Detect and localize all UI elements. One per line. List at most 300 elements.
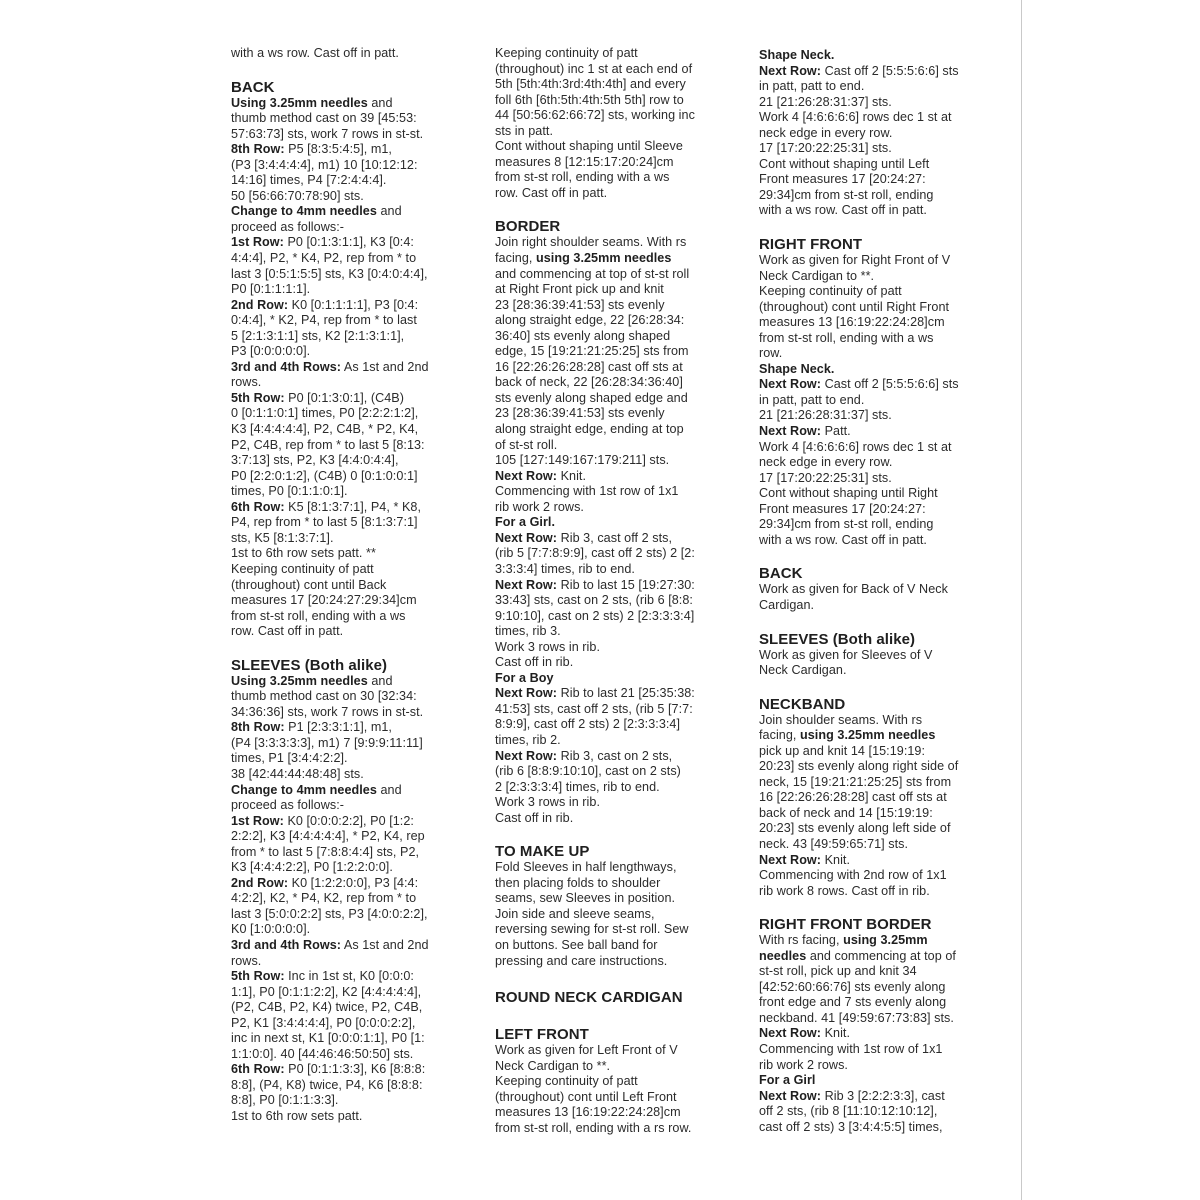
text-line xyxy=(495,938,747,954)
text-line xyxy=(231,391,481,407)
body-text: 2 [2:3:3:3:4] times, rib to end. xyxy=(495,779,660,794)
text-line xyxy=(495,515,747,531)
text-line xyxy=(495,186,747,202)
text-line xyxy=(495,1121,747,1137)
text-line xyxy=(759,1120,1009,1136)
body-text: P2, K1 [3:4:4:4:4], P0 [0:0:0:2:2], xyxy=(231,1015,416,1030)
text-line xyxy=(495,438,747,454)
bold-text: Shape Neck. xyxy=(759,361,835,376)
body-text: (throughout) cont until Right Front xyxy=(759,299,950,314)
bold-text: Next Row: xyxy=(759,424,822,439)
body-text: P0 [0:1:3:0:1], (C4B) xyxy=(284,390,404,405)
text-line xyxy=(231,220,481,236)
text-line xyxy=(495,876,747,892)
page-edge xyxy=(1021,0,1022,1200)
text-line xyxy=(495,954,747,970)
text-line xyxy=(759,1073,1009,1089)
text-line xyxy=(231,235,481,251)
text-line xyxy=(495,406,747,422)
body-text: 2:2:2], K3 [4:4:4:4:4], * P2, K4, rep xyxy=(231,829,425,844)
bold-text: For a Girl. xyxy=(495,515,556,530)
body-text: 1st to 6th row sets patt. xyxy=(231,1109,363,1123)
text-line xyxy=(231,736,481,752)
text-line xyxy=(231,406,481,422)
body-text: 4:4:4], P2, * K4, P2, rep from * to xyxy=(231,251,417,266)
body-text: rib work 2 rows. xyxy=(495,499,584,514)
text-line xyxy=(231,204,481,220)
body-text: edge, 15 [19:21:21:25:25] sts from xyxy=(495,344,689,359)
text-line xyxy=(495,671,747,687)
text-line xyxy=(495,391,747,407)
bold-text: 5th Row: xyxy=(231,390,285,405)
bold-text: 8th Row: xyxy=(231,142,285,157)
body-text: pressing and care instructions. xyxy=(495,953,668,968)
section-heading: SLEEVES (Both alike) xyxy=(231,656,388,674)
body-text: Work as given for Left Front of V xyxy=(495,1043,678,1058)
text-line xyxy=(759,995,1009,1011)
text-line xyxy=(759,393,1009,409)
body-text: in patt, patt to end. xyxy=(759,392,865,407)
body-text: 23 [28:36:39:41:53] sts evenly xyxy=(495,297,665,312)
text-line xyxy=(231,578,481,594)
text-line xyxy=(495,531,747,547)
body-text: K0 [0:1:1:1:1], P3 [0:4: xyxy=(288,297,419,312)
body-text: Commencing with 2nd row of 1x1 xyxy=(759,868,947,883)
bold-text: Next Row: xyxy=(759,1088,822,1103)
text-line xyxy=(495,686,747,702)
body-text: 57:63:73] sts, work 7 rows in st-st. xyxy=(231,126,424,141)
body-text: Work 4 [4:6:6:6:6] rows dec 1 st at xyxy=(759,110,952,125)
body-text: P1 [2:3:3:1:1], m1, xyxy=(284,720,392,735)
body-text: then placing folds to shoulder xyxy=(495,875,661,890)
body-text: row. Cast off in patt. xyxy=(495,185,608,200)
body-text: Keeping continuity of patt xyxy=(231,561,374,576)
body-text: front edge and 7 sts evenly along xyxy=(759,995,947,1010)
text-line xyxy=(231,158,481,174)
text-line xyxy=(231,422,481,438)
text-line xyxy=(495,655,747,671)
text-line xyxy=(231,969,481,985)
body-text: thumb method cast on 30 [32:34: xyxy=(231,689,417,704)
text-line xyxy=(231,1078,481,1094)
text-line xyxy=(759,110,1009,126)
body-text: neckband. 41 [49:59:67:73:83] sts. xyxy=(759,1010,954,1025)
bold-text: 3rd and 4th Rows: xyxy=(231,937,342,952)
text-line xyxy=(231,344,481,360)
text-line xyxy=(759,188,1009,204)
body-text: inc in next st, K1 [0:0:0:1:1], P0 [1: xyxy=(231,1031,425,1046)
body-text: Knit. xyxy=(821,852,851,867)
text-line xyxy=(759,713,1009,729)
text-line xyxy=(495,1074,747,1090)
body-text: and commencing at top of xyxy=(806,948,956,963)
bold-text: 2nd Row: xyxy=(231,297,289,312)
text-line xyxy=(759,582,1009,598)
text-line xyxy=(231,329,481,345)
text-line xyxy=(231,142,481,158)
text-line xyxy=(231,1000,481,1016)
text-line xyxy=(231,46,481,62)
text-line xyxy=(759,408,1009,424)
body-text: 16 [22:26:26:28:28] cast off sts at xyxy=(495,359,683,374)
text-line xyxy=(231,127,481,143)
body-text: Work 3 rows in rib. xyxy=(495,795,600,810)
body-text: neck. 43 [49:59:65:71] sts. xyxy=(759,836,909,851)
text-line xyxy=(495,62,747,78)
text-line xyxy=(495,329,747,345)
text-line xyxy=(495,500,747,516)
bold-text: 8th Row: xyxy=(231,720,285,735)
body-text: measures 17 [20:24:27:29:34]cm xyxy=(231,593,417,608)
bold-text: For a Boy xyxy=(495,670,554,685)
text-line xyxy=(759,964,1009,980)
body-text: Front measures 17 [20:24:27: xyxy=(759,172,926,187)
text-line xyxy=(759,1089,1009,1105)
text-line xyxy=(759,455,1009,471)
body-text: 1st to 6th row sets patt. ** xyxy=(231,546,376,561)
body-text: Work as given for Sleeves of V xyxy=(759,647,933,662)
text-line xyxy=(759,362,1009,378)
text-line xyxy=(759,141,1009,157)
text-line xyxy=(231,922,481,938)
body-text: sts evenly along shaped edge and xyxy=(495,390,688,405)
text-line xyxy=(759,48,1009,64)
body-text: seams, sew Sleeves in position. xyxy=(495,891,676,906)
bold-text: 2nd Row: xyxy=(231,875,289,890)
body-text: Cont without shaping until Left xyxy=(759,156,930,171)
text-line xyxy=(495,609,747,625)
body-text: K3 [4:4:4:4:4], P2, C4B, * P2, K4, xyxy=(231,422,419,437)
text-line xyxy=(495,907,747,923)
text-line xyxy=(759,1058,1009,1074)
text-line xyxy=(495,860,747,876)
body-text: pick up and knit 14 [15:19:19: xyxy=(759,743,926,758)
text-line xyxy=(495,1043,747,1059)
body-text: rib work 8 rows. Cast off in rib. xyxy=(759,883,930,898)
body-text: Cast off in rib. xyxy=(495,655,574,670)
text-line xyxy=(495,313,747,329)
bold-text: 1st Row: xyxy=(231,235,284,250)
body-text: rib work 2 rows. xyxy=(759,1057,848,1072)
body-text: neck edge in every row. xyxy=(759,455,893,470)
body-text: with a ws row. Cast off in patt. xyxy=(759,532,927,547)
bold-text: needles xyxy=(759,948,807,963)
text-line xyxy=(231,96,481,112)
section-heading: BACK xyxy=(231,78,275,96)
body-text: 0:4:4], * K2, P4, rep from * to last xyxy=(231,313,417,328)
body-text: 9:10:10], cast on 2 sts) 2 [2:3:3:3:4] xyxy=(495,608,695,623)
section-heading: LEFT FRONT xyxy=(495,1026,589,1044)
body-text: Join shoulder seams. With rs xyxy=(759,712,923,727)
text-line xyxy=(231,546,481,562)
body-text: Cardigan. xyxy=(759,597,815,612)
text-line xyxy=(231,282,481,298)
text-line xyxy=(759,346,1009,362)
text-line xyxy=(759,744,1009,760)
bold-text: Next Row: xyxy=(495,530,558,545)
bold-text: 1st Row: xyxy=(231,813,284,828)
body-text: back of neck and 14 [15:19:19: xyxy=(759,805,933,820)
text-line xyxy=(231,111,481,127)
body-text: Knit. xyxy=(557,468,587,483)
text-line xyxy=(495,453,747,469)
text-line xyxy=(231,251,481,267)
text-line xyxy=(231,1062,481,1078)
body-text: P0 [0:1:1:3:3], K6 [8:8:8: xyxy=(284,1062,426,1077)
body-text: thumb method cast on 39 [45:53: xyxy=(231,111,417,126)
body-text: with a ws row. Cast off in patt. xyxy=(231,46,399,60)
text-line xyxy=(759,471,1009,487)
body-text: along straight edge, ending at top xyxy=(495,422,684,437)
bold-text: using 3.25mm needles xyxy=(536,251,672,266)
body-text: 23 [28:36:39:41:53] sts evenly xyxy=(495,406,665,421)
text-line xyxy=(759,806,1009,822)
body-text: K3 [4:4:4:2:2], P0 [1:2:2:0:0]. xyxy=(231,860,393,875)
text-line xyxy=(495,267,747,283)
text-line xyxy=(759,377,1009,393)
body-text: 20:23] sts evenly along right side of xyxy=(759,759,959,774)
text-line xyxy=(759,1104,1009,1120)
body-text: Keeping continuity of patt xyxy=(495,1074,638,1089)
body-text: Inc in 1st st, K0 [0:0:0: xyxy=(284,969,414,984)
bold-text: Next Row: xyxy=(759,1026,822,1041)
bold-text: Next Row: xyxy=(495,577,558,592)
body-text: Neck Cardigan. xyxy=(759,663,847,678)
text-line xyxy=(231,674,481,690)
body-text: With rs facing, xyxy=(759,933,844,948)
text-line xyxy=(231,689,481,705)
text-line xyxy=(231,624,481,640)
text-line xyxy=(759,203,1009,219)
bold-text: Change to 4mm needles xyxy=(231,782,377,797)
text-line xyxy=(495,733,747,749)
body-text: cast off 2 sts) 3 [3:4:4:5:5] times, xyxy=(759,1119,943,1134)
text-line xyxy=(759,759,1009,775)
body-text: 0 [0:1:1:0:1] times, P0 [2:2:2:1:2], xyxy=(231,406,419,421)
body-text: 14:16] times, P4 [7:2:4:4:4]. xyxy=(231,173,387,188)
body-text: Rib 3, cast off 2 sts, xyxy=(557,530,673,545)
text-line xyxy=(495,749,747,765)
body-text: and xyxy=(376,782,402,797)
text-line xyxy=(495,1059,747,1075)
bold-text: 6th Row: xyxy=(231,1062,285,1077)
body-text: measures 13 [16:19:22:24:28]cm xyxy=(759,315,945,330)
text-line xyxy=(495,780,747,796)
body-text: Cast off in rib. xyxy=(495,810,574,825)
text-line xyxy=(759,486,1009,502)
body-text: Front measures 17 [20:24:27: xyxy=(759,501,926,516)
body-text: with a ws row. Cast off in patt. xyxy=(759,203,927,218)
body-text: from st-st roll, ending with a ws xyxy=(231,608,406,623)
section-heading: NECKBAND xyxy=(759,695,846,713)
body-text: and commencing at top of st-st roll xyxy=(495,266,690,281)
text-line xyxy=(759,502,1009,518)
body-text: 4:2:2], K2, * P4, K2, rep from * to xyxy=(231,891,417,906)
body-text: Cont without shaping until Right xyxy=(759,486,938,501)
body-text: 50 [56:66:70:78:90] sts. xyxy=(231,188,364,203)
text-line xyxy=(231,907,481,923)
text-line xyxy=(231,783,481,799)
bold-text: Next Row: xyxy=(759,377,822,392)
bold-text: Next Row: xyxy=(759,63,822,78)
body-text: on buttons. See ball band for xyxy=(495,937,658,952)
text-line xyxy=(759,884,1009,900)
body-text: 17 [17:20:22:25:31] sts. xyxy=(759,470,892,485)
body-text: facing, xyxy=(495,251,537,266)
body-text: sts, K5 [8:1:3:7:1]. xyxy=(231,530,334,545)
text-line xyxy=(759,790,1009,806)
text-line xyxy=(231,469,481,485)
text-line xyxy=(759,440,1009,456)
body-text: Rib to last 15 [19:27:30: xyxy=(557,577,695,592)
text-line xyxy=(759,598,1009,614)
body-text: from * to last 5 [7:8:8:4:4] sts, P2, xyxy=(231,844,420,859)
text-line xyxy=(231,313,481,329)
body-text: Keeping continuity of patt xyxy=(759,284,902,299)
body-text: proceed as follows:- xyxy=(231,219,344,234)
text-line xyxy=(495,170,747,186)
body-text: in patt, patt to end. xyxy=(759,79,865,94)
section-heading: TO MAKE UP xyxy=(495,843,590,861)
text-line xyxy=(495,593,747,609)
text-line xyxy=(759,1026,1009,1042)
body-text: 38 [42:44:44:48:48] sts. xyxy=(231,766,364,781)
body-text: 21 [21:26:28:31:37] sts. xyxy=(759,408,892,423)
body-text: at Right Front pick up and knit xyxy=(495,282,664,297)
text-line xyxy=(231,829,481,845)
body-text: and xyxy=(376,204,402,219)
bold-text: 6th Row: xyxy=(231,499,285,514)
text-line xyxy=(231,609,481,625)
body-text: measures 8 [12:15:17:20:24]cm xyxy=(495,154,674,169)
text-line xyxy=(495,124,747,140)
body-text: 105 [127:149:167:179:211] sts. xyxy=(495,453,670,468)
body-text: 1:1:0:0]. 40 [44:46:46:50:50] sts. xyxy=(231,1046,414,1061)
section-heading: BORDER xyxy=(495,218,561,236)
body-text: 3:3:3:4] times, rib to end. xyxy=(495,561,635,576)
bold-text: 5th Row: xyxy=(231,969,285,984)
text-line xyxy=(495,469,747,485)
text-line xyxy=(231,360,481,376)
section-heading: RIGHT FRONT BORDER xyxy=(759,916,932,934)
body-text: [42:52:60:66:76] sts evenly along xyxy=(759,979,946,994)
bold-text: Next Row: xyxy=(495,468,558,483)
body-text: As 1st and 2nd xyxy=(341,937,429,952)
body-text: 44 [50:56:62:66:72] sts, working inc xyxy=(495,108,695,123)
body-text: row. xyxy=(759,346,783,361)
text-line xyxy=(495,298,747,314)
body-text: P2, C4B, rep from * to last 5 [8:13: xyxy=(231,437,425,452)
text-line xyxy=(495,764,747,780)
text-line xyxy=(231,375,481,391)
text-line xyxy=(495,484,747,500)
body-text: proceed as follows:- xyxy=(231,798,344,813)
section-heading: SLEEVES (Both alike) xyxy=(759,630,916,648)
body-text: 33:43] sts, cast on 2 sts, (rib 6 [8:8: xyxy=(495,593,693,608)
text-line xyxy=(759,172,1009,188)
body-text: along straight edge, 22 [26:28:34: xyxy=(495,313,685,328)
text-line xyxy=(495,891,747,907)
text-line xyxy=(759,728,1009,744)
text-line xyxy=(759,980,1009,996)
text-line xyxy=(495,282,747,298)
text-line xyxy=(759,775,1009,791)
text-line xyxy=(759,126,1009,142)
text-line xyxy=(231,1093,481,1109)
body-text: Rib 3 [2:2:2:3:3], cast xyxy=(821,1088,945,1103)
body-text: (throughout) cont until Left Front xyxy=(495,1089,677,1104)
body-text: from st-st roll, ending with a ws xyxy=(759,330,934,345)
text-line xyxy=(231,860,481,876)
text-line xyxy=(495,578,747,594)
body-text: neck, 15 [19:21:21:25:25] sts from xyxy=(759,774,952,789)
body-text: times, P0 [0:1:1:0:1]. xyxy=(231,484,348,499)
bold-text: using 3.25mm xyxy=(843,933,928,948)
body-text: sts in patt. xyxy=(495,123,553,138)
text-line xyxy=(759,284,1009,300)
body-text: measures 13 [16:19:22:24:28]cm xyxy=(495,1105,681,1120)
bold-text: Change to 4mm needles xyxy=(231,204,377,219)
text-line xyxy=(495,235,747,251)
text-line xyxy=(495,562,747,578)
body-text: rows. xyxy=(231,953,262,968)
bold-text: For a Girl xyxy=(759,1073,816,1088)
body-text: P4, rep from * to last 5 [8:1:3:7:1] xyxy=(231,515,418,530)
body-text: 34:36:36] sts, work 7 rows in st-st. xyxy=(231,704,424,719)
text-line xyxy=(759,648,1009,664)
body-text: Commencing with 1st row of 1x1 xyxy=(759,1041,943,1056)
body-text: As 1st and 2nd xyxy=(341,359,429,374)
body-text: P0 [2:2:0:1:2], (C4B) 0 [0:1:0:0:1] xyxy=(231,468,418,483)
text-line xyxy=(495,640,747,656)
bold-text: using 3.25mm needles xyxy=(800,728,936,743)
text-line xyxy=(759,269,1009,285)
bold-text: 3rd and 4th Rows: xyxy=(231,359,342,374)
text-line xyxy=(759,533,1009,549)
body-text: 5th [5th:4th:3rd:4th:4th] and every xyxy=(495,77,686,92)
body-text: (P2, C4B, P2, K4) twice, P2, C4B, xyxy=(231,1000,423,1015)
body-text: times, P1 [3:4:4:2:2]. xyxy=(231,751,348,766)
body-text: back of neck, 22 [26:28:34:36:40] xyxy=(495,375,683,390)
text-line xyxy=(231,938,481,954)
text-line xyxy=(495,344,747,360)
text-line xyxy=(759,933,1009,949)
text-line xyxy=(759,949,1009,965)
body-text: 8:8], (P4, K8) twice, P4, K6 [8:8:8: xyxy=(231,1077,423,1092)
text-line xyxy=(495,702,747,718)
text-line xyxy=(759,157,1009,173)
body-text: Work as given for Back of V Neck xyxy=(759,582,948,597)
body-text: Cast off 2 [5:5:5:6:6] sts xyxy=(821,377,959,392)
text-line xyxy=(759,300,1009,316)
body-text: Cast off 2 [5:5:5:6:6] sts xyxy=(821,63,959,78)
text-line xyxy=(759,663,1009,679)
text-line xyxy=(495,922,747,938)
text-line xyxy=(495,77,747,93)
body-text: P5 [8:3:5:4:5], m1, xyxy=(284,142,392,157)
text-line xyxy=(231,705,481,721)
body-text: Patt. xyxy=(821,424,851,439)
text-line xyxy=(231,1016,481,1032)
text-line xyxy=(231,814,481,830)
text-line xyxy=(759,424,1009,440)
text-line xyxy=(759,79,1009,95)
column-3 xyxy=(759,48,1009,1135)
text-line xyxy=(759,331,1009,347)
body-text: Work 4 [4:6:6:6:6] rows dec 1 st at xyxy=(759,439,952,454)
body-text: (rib 6 [8:8:9:10:10], cast on 2 sts) xyxy=(495,764,681,779)
text-line xyxy=(231,954,481,970)
